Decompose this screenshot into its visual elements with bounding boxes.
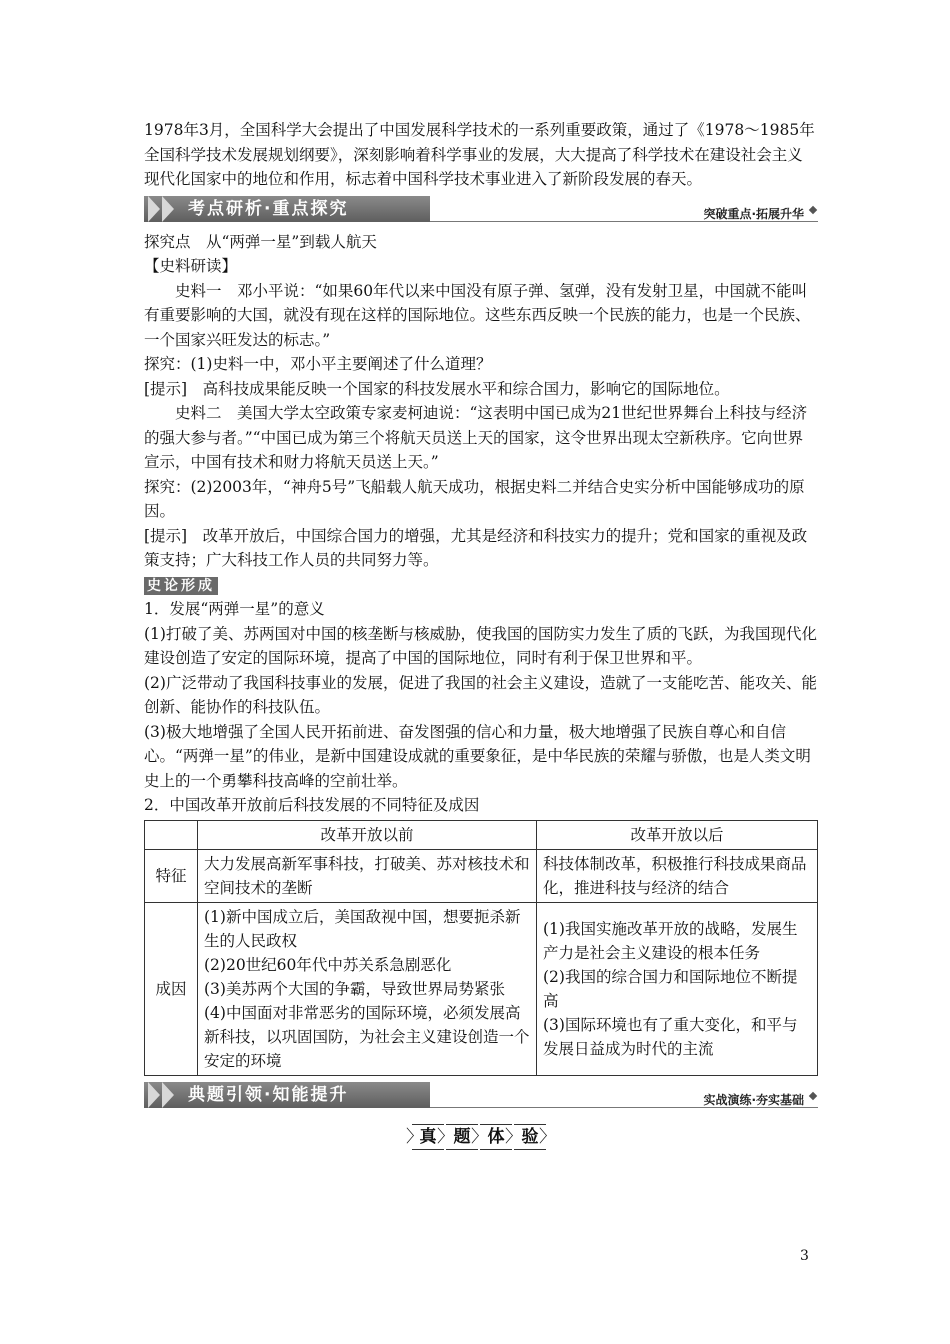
zhenti-heading <box>406 1124 556 1152</box>
features-before-cell: 大力发展高新军事科技，打破美、苏对核技术和空间技术的垄断 <box>198 849 537 902</box>
point-1-title: 1．发展“两弹一星”的意义 <box>144 600 325 618</box>
question-2: 探究：(2)2003年，“神舟5号”飞船载人航天成功，根据史料二并结合史实分析中国能够成功的原因。 <box>144 477 805 520</box>
intro-paragraph: 1978年3月，全国科学大会提出了中国发展科学技术的一系列重要政策，通过了《1978～1985年全国科学技术发展规划纲要》，深刻影响着科学事业的发展，大大提高了科学技术在建设社会主义现代化国家中的地位和作用，标志着中国科学技术事业进入了新阶段发展的春天。 <box>144 121 815 188</box>
table-corner-cell <box>145 820 198 849</box>
heading-char: 真 〉 <box>412 1124 444 1150</box>
diamond-icon <box>809 205 817 213</box>
heading-char: 体 〉 <box>480 1124 512 1150</box>
table-row <box>145 902 818 1075</box>
causes-after-cell <box>537 902 818 1075</box>
comparison-table <box>144 820 818 1076</box>
point-1-item: (1)打破了美、苏两国对中国的核垄断与核威胁，使我国的国防实力发生了质的飞跃，为我国现代化建设创造了安定的国际环境，提高了中国的国际地位，同时有利于保卫世界和平。 <box>144 624 817 667</box>
explore-point-heading: 探究点 从“两弹一星”到载人航天 <box>144 232 377 251</box>
banner-title: 典题引领·知能提升 <box>188 1084 349 1105</box>
bracket-icon: 〉 <box>406 1126 423 1147</box>
chevron-icon <box>162 1082 174 1108</box>
heading-char: 题 〉 <box>446 1124 478 1150</box>
hint-1: [提示] 高科技成果能反映一个国家的科技发展水平和综合国力，影响它的国际地位。 <box>144 379 730 398</box>
source-2: 史料二 美国大学太空政策专家麦柯迪说：“这表明中国已成为21世纪世界舞台上科技与经济的强大参与者。”“中国已成为第三个将航天员送上天的国家，这令世界出现太空新秩序。它向世界宣示，中国有技术和财力将航天员送上天。” <box>144 404 808 471</box>
source-1: 史料一 邓小平说：“如果60年代以来中国没有原子弹、氢弹，没有发射卫星，中国就不能叫有重要影响的大国，就没有现在这样的国际地位。这些东西反映一个民族的能力，也是一个民族、一个国家兴旺发达的标志。” <box>144 281 811 349</box>
heading-char: 验 〉 <box>514 1124 546 1150</box>
point-1-item: (2)广泛带动了我国科技事业的发展，促进了我国的社会主义建设，造就了一支能吃苦、能攻关、能创新、能协作的科技队伍。 <box>144 673 817 716</box>
row-label-features: 特征 <box>145 849 198 902</box>
chevron-icon <box>148 196 160 222</box>
point-2-title: 2．中国改革开放前后科技发展的不同特征及成因 <box>144 796 480 814</box>
page-content <box>144 118 818 1152</box>
causes-before-cell <box>198 902 537 1075</box>
column-header-after: 改革开放以后 <box>537 820 818 849</box>
banner-title: 考点研析·重点探究 <box>188 198 349 219</box>
section-banner-2 <box>144 1080 818 1110</box>
banner-subtitle: 实战演练·夯实基础 <box>703 1092 804 1107</box>
point-1-item: (3)极大地增强了全国人民开拓前进、奋发图强的信心和力量，极大地增强了民族自尊心和自信心。“两弹一星”的伟业，是新中国建设成就的重要象征，是中华民族的荣耀与骄傲，也是人类文明史上的一个勇攀科技高峰的空前壮举。 <box>144 722 811 790</box>
page-number: 3 <box>800 1248 809 1264</box>
study-heading: 【史料研读】 <box>144 257 238 275</box>
list-item: (1)新中国成立后，美国敌视中国，想要扼杀新生的人民政权 <box>204 907 521 950</box>
section-banner-1 <box>144 194 818 224</box>
list-item: (2)20世纪60年代中苏关系急剧恶化 <box>204 955 452 974</box>
hint-2: [提示] 改革开放后，中国综合国力的增强，尤其是经济和科技实力的提升；党和国家的重视及政策支持；广大科技工作人员的共同努力等。 <box>144 526 808 569</box>
list-item: (3)国际环境也有了重大变化，和平与发展日益成为时代的主流 <box>543 1015 798 1058</box>
diamond-icon <box>809 1091 817 1099</box>
banner-subtitle: 突破重点·拓展升华 <box>703 206 804 221</box>
column-header-before: 改革开放以前 <box>198 820 537 849</box>
table-header-row <box>145 820 818 849</box>
row-label-causes: 成因 <box>145 902 198 1075</box>
table-row <box>145 849 818 902</box>
features-after-cell: 科技体制改革，积极推行科技成果商品化，推进科技与经济的结合 <box>537 849 818 902</box>
chevron-icon <box>148 1082 160 1108</box>
chevron-icon <box>162 196 174 222</box>
list-item: (4)中国面对非常恶劣的国际环境，必须发展高新科技，以巩固国防，为社会主义建设创造一个安定的环境 <box>204 1003 530 1070</box>
list-item: (3)美苏两个大国的争霸，导致世界局势紧张 <box>204 979 505 998</box>
list-item: (1)我国实施改革开放的战略，发展生产力是社会主义建设的根本任务 <box>543 919 798 962</box>
question-1: 探究：(1)史料一中，邓小平主要阐述了什么道理？ <box>144 355 492 373</box>
list-item: (2)我国的综合国力和国际地位不断提高 <box>543 967 798 1010</box>
section-tag: 史论形成 <box>144 577 218 595</box>
